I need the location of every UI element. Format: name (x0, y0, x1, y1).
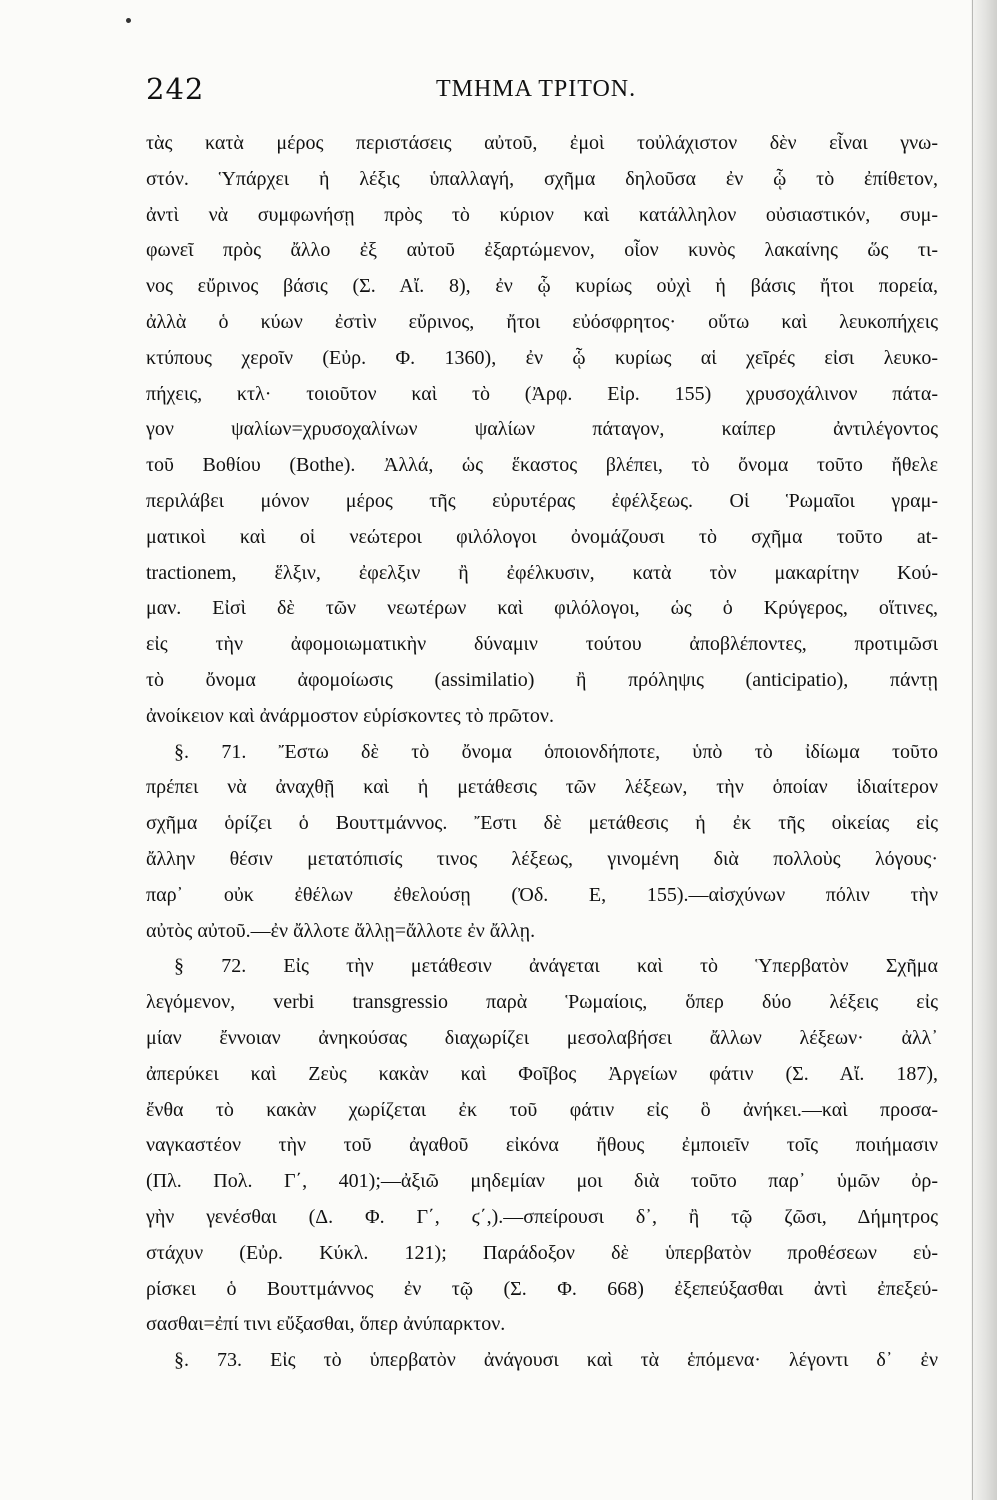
body-text (146, 126, 938, 1379)
text-line: τοῦ Βοθίου (Bothe). Ἀλλά, ὡς ἕκαστος βλέπει, τὸ ὄνομα τοῦτο ἤθελε (146, 454, 938, 477)
text-line: στάχυν (Εὐρ. Κύκλ. 121); Παράδοξον δὲ ὑπερβατὸν προθέσεων εὑ- (146, 1241, 938, 1264)
text-line: ρίσκει ὁ Βουττμάννος ἐν τῷ (Σ. Φ. 668) ἐξεπεύξασθαι ἀντὶ ἐπεξεύ- (146, 1277, 938, 1300)
text-line: σχῆμα ὁρίζει ὁ Βουττμάννος. Ἔστι δὲ μετάθεσις ἡ ἐκ τῆς οἰκείας εἰς (146, 812, 938, 835)
text-line: τὰς κατὰ μέρος περιστάσεις αὐτοῦ, ἐμοὶ τοὐλάχιστον δὲν εἶναι γνω- (146, 132, 938, 154)
text-line: νος εὔρινος βάσις (Σ. Αἴ. 8), ἐν ᾧ κυρίως οὐχὶ ἡ βάσις ἤτοι πορεία, (146, 275, 938, 298)
text-line: ναγκαστέον τὴν τοῦ ἀγαθοῦ εἰκόνα ἤθους ἐμποιεῖν τοῖς ποιήμασιν (146, 1134, 938, 1157)
text-line: τὸ ὄνομα ἀφομοίωσις (assimilatio) ἢ πρόληψις (anticipatio), πάντῃ (146, 668, 938, 691)
print-speck (126, 18, 131, 23)
text-line: γον ψαλίων=χρυσοχαλίνων ψαλίων πάταγον, καίπερ ἀντιλέγοντος (146, 418, 938, 441)
text-line: πήχεις, κτλ· τοιοῦτον καὶ τὸ (Ἀρφ. Εἰρ. 155) χρυσοχάλινον πάτα- (146, 382, 938, 405)
text-line: φωνεῖ πρὸς ἄλλο ἐξ αὐτοῦ ἐξαρτώμενον, οἷον κυνὸς λακαίνης ὥς τι- (146, 239, 938, 262)
text-line: μίαν ἔννοιαν ἀνηκούσας διαχωρίζει μεσολαβήσει ἄλλων λέξεων· ἀλλ᾽ (146, 1026, 938, 1049)
paragraph-end-line: ἀνοίκειον καὶ ἀνάρμοστον εὑρίσκοντες τὸ πρῶτον. (146, 704, 554, 727)
text-line: ἀπερύκει καὶ Ζεὺς κακὰν καὶ Φοῖβος Ἀργείων φάτιν (Σ. Αἴ. 187), (146, 1062, 938, 1085)
text-line: ἔνθα τὸ κακὰν χωρίζεται ἐκ τοῦ φάτιν εἰς ὃ ἀνήκει.—καὶ προσα- (146, 1098, 938, 1121)
section-72-start: § 72. Εἰς τὴν μετάθεσιν ἀνάγεται καὶ τὸ Ὑπερβατὸν Σχῆμα (174, 955, 938, 978)
text-line: μαν. Εἰσὶ δὲ τῶν νεωτέρων καὶ φιλόλογοι, ὡς ὁ Κρύγερος, οἵτινες, (146, 597, 938, 620)
text-line: ματικοὶ καὶ οἱ νεώτεροι φιλόλογοι ὀνομάζουσι τὸ σχῆμα τοῦτο at- (146, 525, 938, 548)
text-line: πρέπει νὰ ἀναχθῇ καὶ ἡ μετάθεσις τῶν λέξεων, τὴν ὁποίαν ἰδιαίτερον (146, 776, 938, 799)
text-line: (Πλ. Πολ. Γ΄, 401);—ἀξιῶ μηδεμίαν μοι διὰ τοῦτο παρ᾽ ὑμῶν ὀρ- (146, 1170, 938, 1193)
text-line: tractionem, ἕλξιν, ἐφελξιν ἢ ἐφέλκυσιν, κατὰ τὸν μακαρίτην Κού- (146, 561, 938, 584)
text-line: εἰς τὴν ἀφομοιωματικὴν δύναμιν τούτου ἀποβλέποντες, προτιμῶσι (146, 633, 938, 656)
page-number: 242 (146, 72, 205, 106)
running-title: ΤΜΗΜΑ ΤΡΙΤΟΝ. (436, 76, 637, 102)
text-line: κτύπους χεροῖν (Εὐρ. Φ. 1360), ἐν ᾧ κυρίως αἱ χεῖρές εἰσι λευκο- (146, 346, 938, 369)
text-line: ἀλλὰ ὁ κύων ἐστὶν εὔρινος, ἤτοι εὐόσφρητος· οὕτω καὶ λευκοπήχεις (146, 310, 938, 333)
text-line: παρ᾽ οὐκ ἐθέλων ἐθελούσῃ (Ὀδ. Ε, 155).—αἰσχύνων πόλιν τὴν (146, 883, 938, 906)
page-edge-shadow (971, 0, 997, 1500)
page-header (146, 72, 938, 112)
text-line: ἄλλην θέσιν μετατόπισίς τινος λέξεως, γινομένη διὰ πολλοὺς λόγους· (146, 847, 938, 870)
page-fold-line (972, 0, 973, 1500)
text-line: στόν. Ὑπάρχει ἡ λέξις ὑπαλλαγή, σχῆμα δηλοῦσα ἐν ᾧ τὸ ἐπίθετον, (146, 167, 938, 190)
text-line: λεγόμενον, verbi transgressio παρὰ Ῥωμαίοις, ὅπερ δύο λέξεις εἰς (146, 991, 938, 1014)
text-line: περιλάβει μόνον μέρος τῆς εὐρυτέρας ἐφέλξεως. Οἱ Ῥωμαῖοι γραμ- (146, 489, 938, 512)
section-73-start: §. 73. Εἰς τὸ ὑπερβατὸν ἀνάγουσι καὶ τὰ ἑπόμενα· λέγοντι δ᾽ ἐν (174, 1349, 938, 1372)
text-line: γὴν γενέσθαι (Δ. Φ. Γ΄, ϛ΄,).—σπείρουσι δ᾽, ἢ τῷ ζῶσι, Δήμητρος (146, 1205, 938, 1228)
paragraph-end-line: σασθαι=ἐπί τινι εὔξασθαι, ὅπερ ἀνύπαρκτον. (146, 1313, 506, 1336)
text-line: ἀντὶ νὰ συμφωνήσῃ πρὸς τὸ κύριον καὶ κατάλληλον οὐσιαστικόν, συμ- (146, 203, 938, 226)
section-71-start: §. 71. Ἔστω δὲ τὸ ὄνομα ὁποιονδήποτε, ὑπὸ τὸ ἰδίωμα τοῦτο (174, 740, 938, 763)
paragraph-end-line: αὐτὸς αὐτοῦ.—ἐν ἄλλοτε ἄλλῃ=ἄλλοτε ἐν ἄλλῃ. (146, 919, 536, 942)
